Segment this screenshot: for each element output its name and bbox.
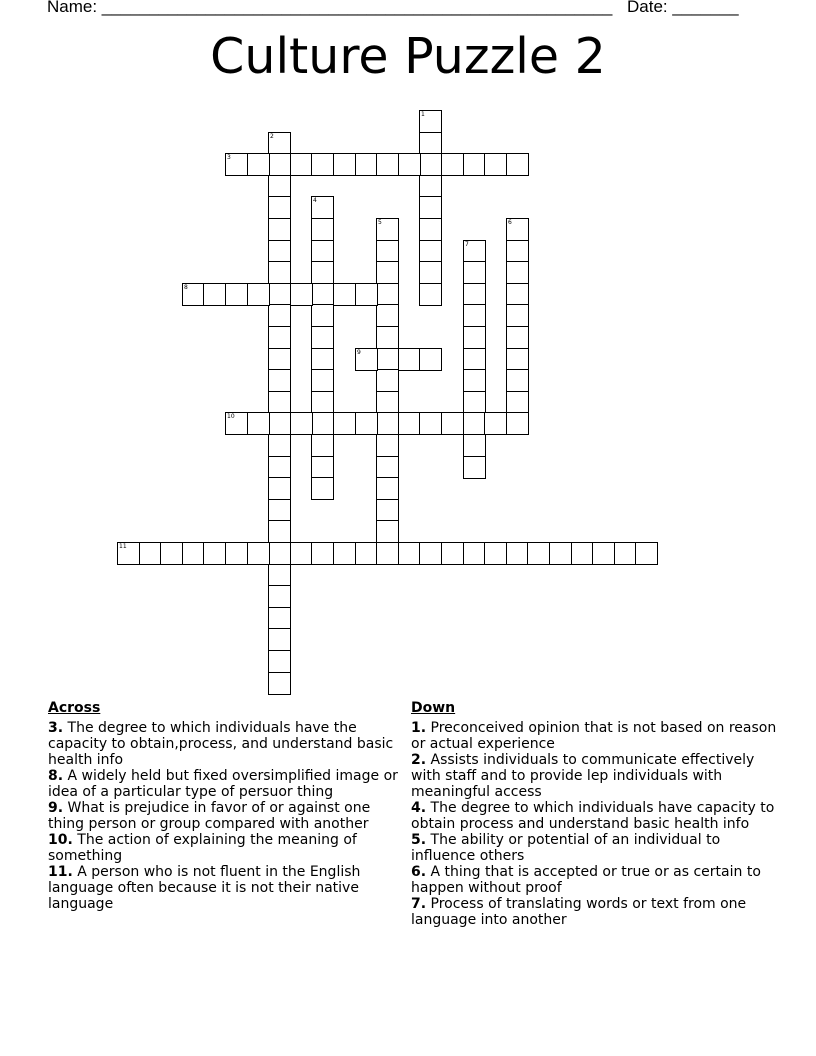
grid-cell[interactable] xyxy=(355,412,378,435)
down-clue xyxy=(411,720,781,752)
grid-cell[interactable] xyxy=(419,110,442,133)
grid-cell[interactable] xyxy=(333,412,356,435)
grid-cell[interactable] xyxy=(268,304,291,327)
grid-cell[interactable] xyxy=(376,304,399,327)
grid-cell[interactable] xyxy=(506,348,529,371)
grid-cell[interactable] xyxy=(311,196,334,219)
grid-cell[interactable] xyxy=(268,218,291,241)
grid-cell[interactable] xyxy=(268,261,291,284)
grid-cell[interactable] xyxy=(506,218,529,241)
date-field: Date: _______ xyxy=(627,0,739,16)
across-clue xyxy=(48,864,408,912)
grid-cell[interactable] xyxy=(398,542,421,565)
grid-cell[interactable] xyxy=(290,283,313,306)
grid-cell[interactable] xyxy=(268,175,291,198)
grid-cell[interactable] xyxy=(506,391,529,414)
grid-cell[interactable] xyxy=(203,542,226,565)
grid-cell[interactable] xyxy=(376,326,399,349)
grid-cell[interactable] xyxy=(268,456,291,479)
clue-number: 11. xyxy=(48,864,73,880)
grid-cell[interactable] xyxy=(463,240,486,263)
grid-cell[interactable] xyxy=(419,196,442,219)
grid-cell[interactable] xyxy=(506,283,529,306)
grid-cell[interactable] xyxy=(311,391,334,414)
grid-cell[interactable] xyxy=(311,304,334,327)
grid-cell[interactable] xyxy=(268,650,291,673)
clue-number: 4. xyxy=(411,800,427,816)
grid-cell[interactable] xyxy=(506,326,529,349)
clue-number: 3. xyxy=(48,720,64,736)
grid-cell[interactable] xyxy=(527,542,550,565)
clue-number: 1. xyxy=(411,720,427,736)
down-clue xyxy=(411,832,781,864)
grid-cell[interactable] xyxy=(441,542,464,565)
across-clues xyxy=(48,700,408,912)
grid-cell[interactable] xyxy=(441,412,464,435)
grid-cell[interactable] xyxy=(225,412,248,435)
clue-text: A widely held but fixed oversimplified image or idea of a particular type of persuor thing xyxy=(48,768,398,800)
clue-number-label: 11 xyxy=(119,543,127,550)
grid-cell[interactable] xyxy=(376,218,399,241)
down-clues xyxy=(411,700,781,928)
grid-cell[interactable] xyxy=(463,283,486,306)
grid-cell[interactable] xyxy=(376,520,399,543)
grid-cell[interactable] xyxy=(290,542,313,565)
grid-cell[interactable] xyxy=(506,542,529,565)
grid-cell[interactable] xyxy=(225,153,248,176)
grid-cell[interactable] xyxy=(376,499,399,522)
clue-text: The action of explaining the meaning of something xyxy=(48,832,357,864)
grid-cell[interactable] xyxy=(268,607,291,630)
grid-cell[interactable] xyxy=(484,412,507,435)
grid-cell[interactable] xyxy=(506,153,529,176)
clue-number-label: 7 xyxy=(465,241,469,248)
grid-cell[interactable] xyxy=(549,542,572,565)
grid-cell[interactable] xyxy=(311,477,334,500)
clue-number-label: 5 xyxy=(378,219,382,226)
grid-cell[interactable] xyxy=(268,542,291,565)
clue-text: Process of translating words or text from one language into another xyxy=(411,896,747,928)
grid-cell[interactable] xyxy=(268,132,291,155)
grid-cell[interactable] xyxy=(463,412,486,435)
grid-cell[interactable] xyxy=(225,283,248,306)
grid-cell[interactable] xyxy=(419,348,442,371)
clue-number: 5. xyxy=(411,832,427,848)
grid-cell[interactable] xyxy=(268,477,291,500)
grid-cell[interactable] xyxy=(311,153,334,176)
grid-cell[interactable] xyxy=(268,240,291,263)
clue-number-label: 4 xyxy=(313,197,317,204)
grid-cell[interactable] xyxy=(419,132,442,155)
grid-cell[interactable] xyxy=(376,348,399,371)
grid-cell[interactable] xyxy=(268,283,291,306)
clue-number-label: 6 xyxy=(508,219,512,226)
clue-text: The ability or potential of an individual to influence others xyxy=(411,832,721,864)
grid-cell[interactable] xyxy=(419,240,442,263)
grid-cell[interactable] xyxy=(376,412,399,435)
grid-cell[interactable] xyxy=(376,542,399,565)
grid-cell[interactable] xyxy=(247,283,270,306)
grid-cell[interactable] xyxy=(290,153,313,176)
grid-cell[interactable] xyxy=(268,326,291,349)
clue-text: A person who is not fluent in the English language often because it is not their native language xyxy=(48,864,361,912)
grid-cell[interactable] xyxy=(117,542,140,565)
grid-cell[interactable] xyxy=(376,240,399,263)
grid-cell[interactable] xyxy=(506,261,529,284)
grid-cell[interactable] xyxy=(463,348,486,371)
grid-cell[interactable] xyxy=(463,434,486,457)
clue-number-label: 8 xyxy=(184,284,188,291)
grid-cell[interactable] xyxy=(268,348,291,371)
grid-cell[interactable] xyxy=(355,542,378,565)
clue-text: What is prejudice in favor of or against one thing person or group compared with another xyxy=(48,800,371,832)
grid-cell[interactable] xyxy=(311,326,334,349)
across-clue xyxy=(48,720,408,768)
across-clue xyxy=(48,832,408,864)
grid-cell[interactable] xyxy=(463,369,486,392)
grid-cell[interactable] xyxy=(311,283,334,306)
grid-cell[interactable] xyxy=(311,348,334,371)
clue-number: 2. xyxy=(411,752,427,768)
clue-text: The degree to which individuals have the capacity to obtain,process, and understand basic health info xyxy=(48,720,394,768)
clue-number-label: 1 xyxy=(421,111,425,118)
grid-cell[interactable] xyxy=(463,153,486,176)
across-heading: Across xyxy=(48,700,101,716)
puzzle-title: Culture Puzzle 2 xyxy=(210,28,606,85)
grid-cell[interactable] xyxy=(419,542,442,565)
down-clue xyxy=(411,896,781,928)
across-clue xyxy=(48,800,408,832)
clue-number-label: 3 xyxy=(227,154,231,161)
grid-cell[interactable] xyxy=(376,456,399,479)
grid-cell[interactable] xyxy=(355,153,378,176)
down-heading: Down xyxy=(411,700,456,716)
clue-number-label: 10 xyxy=(227,413,235,420)
grid-cell[interactable] xyxy=(419,261,442,284)
grid-cell[interactable] xyxy=(268,196,291,219)
grid-cell[interactable] xyxy=(333,542,356,565)
clue-number-label: 2 xyxy=(270,133,274,140)
clue-text: A thing that is accepted or true or as certain to happen without proof xyxy=(411,864,761,896)
grid-cell[interactable] xyxy=(398,153,421,176)
grid-cell[interactable] xyxy=(247,153,270,176)
grid-cell[interactable] xyxy=(398,412,421,435)
grid-cell[interactable] xyxy=(376,261,399,284)
grid-cell[interactable] xyxy=(419,218,442,241)
grid-cell[interactable] xyxy=(463,391,486,414)
grid-cell[interactable] xyxy=(311,434,334,457)
grid-cell[interactable] xyxy=(506,304,529,327)
clue-number: 9. xyxy=(48,800,64,816)
down-clue xyxy=(411,752,781,800)
grid-cell[interactable] xyxy=(419,283,442,306)
clue-text: Preconceived opinion that is not based on reason or actual experience xyxy=(411,720,777,752)
grid-cell[interactable] xyxy=(355,283,378,306)
grid-cell[interactable] xyxy=(268,585,291,608)
grid-cell[interactable] xyxy=(419,153,442,176)
clue-text: Assists individuals to communicate effectively with staff and to provide lep individuals with meaningful access xyxy=(411,752,755,800)
grid-cell[interactable] xyxy=(160,542,183,565)
grid-cell[interactable] xyxy=(311,542,334,565)
grid-cell[interactable] xyxy=(311,240,334,263)
grid-cell[interactable] xyxy=(376,153,399,176)
down-clue xyxy=(411,800,781,832)
grid-cell[interactable] xyxy=(311,261,334,284)
grid-cell[interactable] xyxy=(419,175,442,198)
grid-cell[interactable] xyxy=(268,564,291,587)
grid-cell[interactable] xyxy=(419,412,442,435)
grid-cell[interactable] xyxy=(463,456,486,479)
grid-cell[interactable] xyxy=(139,542,162,565)
grid-cell[interactable] xyxy=(268,520,291,543)
grid-cell[interactable] xyxy=(268,672,291,695)
name-field: Name: ______________________________________________________ xyxy=(47,0,613,16)
grid-cell[interactable] xyxy=(311,412,334,435)
grid-cell[interactable] xyxy=(463,261,486,284)
grid-cell[interactable] xyxy=(311,456,334,479)
grid-cell[interactable] xyxy=(311,369,334,392)
grid-cell[interactable] xyxy=(203,283,226,306)
grid-cell[interactable] xyxy=(376,434,399,457)
grid-cell[interactable] xyxy=(225,542,248,565)
clue-number-label: 9 xyxy=(357,349,361,356)
grid-cell[interactable] xyxy=(398,348,421,371)
grid-cell[interactable] xyxy=(614,542,637,565)
grid-cell[interactable] xyxy=(376,283,399,306)
grid-cell[interactable] xyxy=(376,391,399,414)
grid-cell[interactable] xyxy=(355,348,378,371)
grid-cell[interactable] xyxy=(290,412,313,435)
grid-cell[interactable] xyxy=(268,499,291,522)
clue-number: 6. xyxy=(411,864,427,880)
grid-cell[interactable] xyxy=(247,542,270,565)
grid-cell[interactable] xyxy=(484,153,507,176)
grid-cell[interactable] xyxy=(268,412,291,435)
grid-cell[interactable] xyxy=(182,283,205,306)
grid-cell[interactable] xyxy=(311,218,334,241)
grid-cell[interactable] xyxy=(333,283,356,306)
grid-cell[interactable] xyxy=(571,542,594,565)
grid-cell[interactable] xyxy=(376,369,399,392)
down-clue xyxy=(411,864,781,896)
clue-text: The degree to which individuals have capacity to obtain process and understand basic health info xyxy=(411,800,775,832)
grid-cell[interactable] xyxy=(463,542,486,565)
grid-cell[interactable] xyxy=(463,326,486,349)
grid-cell[interactable] xyxy=(268,369,291,392)
clue-number: 8. xyxy=(48,768,64,784)
grid-cell[interactable] xyxy=(506,369,529,392)
grid-cell[interactable] xyxy=(592,542,615,565)
grid-cell[interactable] xyxy=(463,304,486,327)
grid-cell[interactable] xyxy=(376,477,399,500)
grid-cell[interactable] xyxy=(484,542,507,565)
grid-cell[interactable] xyxy=(441,153,464,176)
grid-cell[interactable] xyxy=(635,542,658,565)
grid-cell[interactable] xyxy=(333,153,356,176)
clue-number: 7. xyxy=(411,896,427,912)
grid-cell[interactable] xyxy=(268,628,291,651)
grid-cell[interactable] xyxy=(506,412,529,435)
grid-cell[interactable] xyxy=(182,542,205,565)
grid-cell[interactable] xyxy=(268,391,291,414)
grid-cell[interactable] xyxy=(506,240,529,263)
grid-cell[interactable] xyxy=(268,434,291,457)
grid-cell[interactable] xyxy=(247,412,270,435)
clue-number: 10. xyxy=(48,832,73,848)
across-clue xyxy=(48,768,408,800)
grid-cell[interactable] xyxy=(268,153,291,176)
